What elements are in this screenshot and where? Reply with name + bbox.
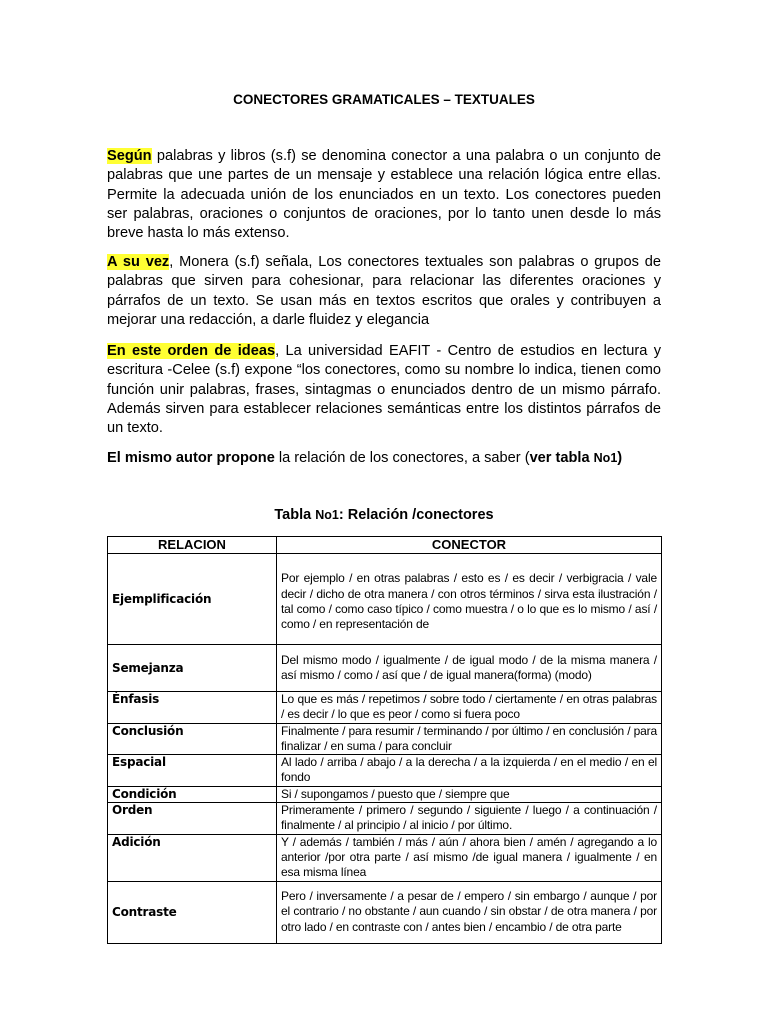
table-row xyxy=(108,755,662,787)
highlighted-lead: Según xyxy=(107,148,152,164)
table-row xyxy=(108,554,662,645)
highlighted-lead: En este orden de ideas xyxy=(107,343,276,359)
closing-bold-end-small: No1 xyxy=(593,451,618,465)
paragraph-text: , La universidad EAFIT - Centro de estudios en lectura y escritura -Celee (s.f) expone “los conectores, como su nombre lo indica, tienen como función unir palabras, frases, sintagmas o enunciados dentro de un mismo párrafo. Además sirven para establecer relaciones semánticas entre los distintos párrafos de un texto. xyxy=(107,343,661,437)
relation-cell: Énfasis xyxy=(108,692,277,724)
connector-cell: Lo que es más / repetimos / sobre todo / ciertamente / en otras palabras / es decir / lo que es peor / como si fuera poco xyxy=(277,692,662,724)
caption-number: No1 xyxy=(315,508,339,522)
relation-cell: Semejanza xyxy=(108,645,277,692)
table-header-row xyxy=(108,537,662,554)
closing-paragraph xyxy=(107,449,661,468)
paragraph-text: palabras y libros (s.f) se denomina conector a una palabra o un conjunto de palabras que une partes de un mensaje y establece una relación lógica entre ellas. Permite la adecuada unión de los enunciados en un texto. Los conectores pueden ser palabras, oraciones o conjuntos de oraciones, por lo tanto unen desde lo más breve hasta lo más extenso. xyxy=(107,148,661,242)
closing-end: ) xyxy=(617,450,623,466)
table-row xyxy=(108,645,662,692)
connector-cell: Al lado / arriba / abajo / a la derecha / a la izquierda / en el medio / en el fondo xyxy=(277,755,662,787)
paragraph-1 xyxy=(107,147,661,243)
header-conector: CONECTOR xyxy=(277,537,662,554)
table-row xyxy=(108,834,662,881)
connector-cell: Por ejemplo / en otras palabras / esto es / es decir / verbigracia / vale decir / dicho de otra manera / con otros términos / sirva esta ilustración / tal como / como caso típico / como muestra / o lo que es lo mismo / así / como / en representación de xyxy=(277,554,662,645)
closing-middle: la relación de los conectores, a saber ( xyxy=(274,450,530,466)
connector-cell: Y / además / también / más / aún / ahora bien / amén / agregando a lo anterior /por otra parte / así mismo /de igual manera / igualmente / en esa misma línea xyxy=(277,834,662,881)
relation-cell: Contraste xyxy=(108,881,277,943)
relation-cell: Orden xyxy=(108,803,277,835)
table-row xyxy=(108,723,662,755)
caption-suffix: : Relación /conectores xyxy=(338,507,494,523)
paragraph-text: , Monera (s.f) señala, Los conectores textuales son palabras o grupos de palabras que sirven para cohesionar, para relacionar las diferentes oraciones y párrafos de un texto. Se usan más en textos escritos que orales y contribuyen a mejorar una redacción, a darle fluidez y elegancia xyxy=(107,254,661,328)
table-row xyxy=(108,881,662,943)
table-caption xyxy=(0,507,768,523)
relation-cell: Espacial xyxy=(108,755,277,787)
relation-cell: Ejemplificación xyxy=(108,554,277,645)
connectors-table xyxy=(107,536,662,944)
connector-cell: Si / supongamos / puesto que / siempre que xyxy=(277,786,662,802)
closing-bold-end: ver tabla xyxy=(529,450,594,466)
paragraph-2 xyxy=(107,253,661,330)
paragraph-3 xyxy=(107,342,661,438)
highlighted-lead: A su vez xyxy=(107,254,170,270)
table-row xyxy=(108,692,662,724)
table-row xyxy=(108,786,662,802)
caption-prefix: Tabla xyxy=(274,507,316,523)
table-row xyxy=(108,803,662,835)
connector-cell: Primeramente / primero / segundo / siguiente / luego / a continuación / finalmente / al principio / al inicio / por último. xyxy=(277,803,662,835)
connector-cell: Finalmente / para resumir / terminando / por último / en conclusión / para finalizar / en suma / para concluir xyxy=(277,723,662,755)
connector-cell: Del mismo modo / igualmente / de igual modo / de la misma manera / así mismo / como / así que / de igual manera(forma) (modo) xyxy=(277,645,662,692)
closing-bold-start: El mismo autor propone xyxy=(107,450,275,466)
page-title: CONECTORES GRAMATICALES – TEXTUALES xyxy=(233,92,535,107)
relation-cell: Condición xyxy=(108,786,277,802)
connector-cell: Pero / inversamente / a pesar de / empero / sin embargo / aunque / por el contrario / no obstante / aun cuando / sin obstar / de otra manera / por otro lado / en contraste con / antes bien / encambio / de otra parte xyxy=(277,881,662,943)
relation-cell: Conclusión xyxy=(108,723,277,755)
relation-cell: Adición xyxy=(108,834,277,881)
header-relacion: RELACION xyxy=(108,537,277,554)
